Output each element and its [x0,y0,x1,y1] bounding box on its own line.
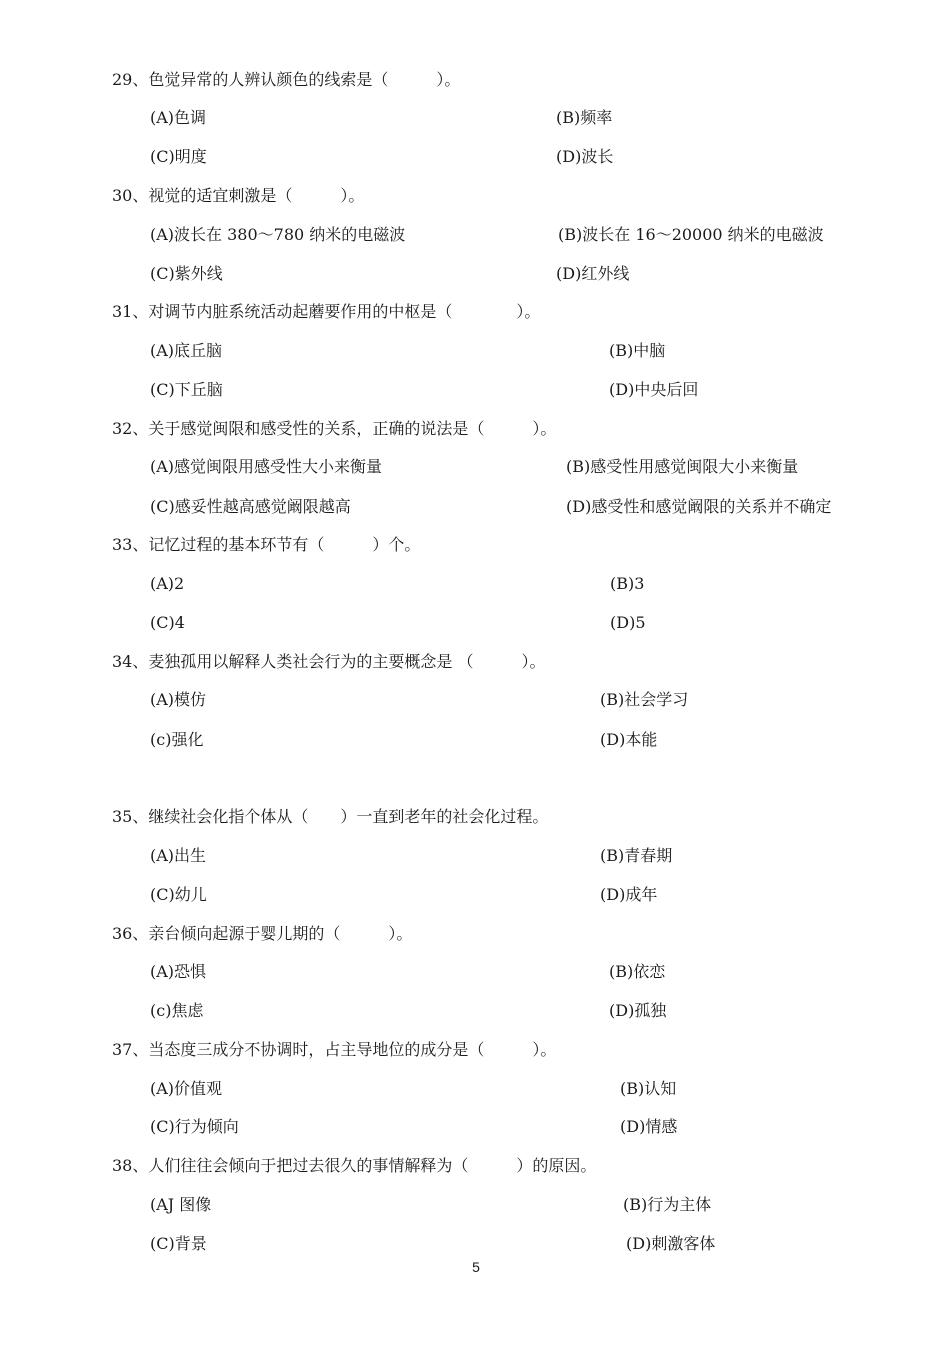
question-38-option-b: (B)行为主体 [623,1195,712,1214]
question-33-option-a: (A)2 [150,574,185,593]
question-30-option-c: (C)紫外线 [150,264,223,283]
question-31-stem: 31、对调节内脏系统活动起蘑要作用的中枢是（ ）。 [112,302,541,321]
question-34-stem: 34、麦独孤用以解释人类社会行为的主要概念是 （ ）。 [112,652,546,671]
question-30-option-d: (D)红外线 [556,264,630,283]
question-36-option-b: (B)依恋 [609,962,666,981]
question-36-option-a: (A)恐惧 [150,962,207,981]
question-38-option-c: (C)背景 [150,1234,207,1253]
question-37-option-a: (A)价值观 [150,1079,223,1098]
question-29-option-c: (C)明度 [150,147,207,166]
question-30-option-b: (B)波长在 16～20000 纳米的电磁波 [558,225,824,244]
page-number: 5 [472,1259,480,1275]
question-32-option-d: (D)感受性和感觉阚限的关系并不确定 [566,497,832,516]
question-38-option-a: (AJ 图像 [150,1195,212,1214]
question-37-option-b: (B)认知 [620,1079,677,1098]
question-33-stem: 33、记忆过程的基本环节有（ ）个。 [112,535,421,554]
question-30-option-a: (A)波长在 380～780 纳米的电磁波 [150,225,406,244]
question-37-stem: 37、当态度三成分不协调时，占主导地位的成分是（ ）。 [112,1040,557,1059]
question-29-option-d: (D)波长 [556,147,614,166]
question-32-option-c: (C)感妥性越高感觉阚限越高 [150,497,351,516]
question-35-option-c: (C)幼儿 [150,885,207,904]
question-32-option-a: (A)感觉闽限用感受性大小来衡量 [150,457,383,476]
question-34-option-d: (D)本能 [600,730,658,749]
question-35-stem: 35、继续社会化指个体从（ ）一直到老年的社会化过程。 [112,807,549,826]
question-38-stem: 38、人们往往会倾向于把过去很久的事情解释为（ ）的原因。 [112,1156,597,1175]
question-31-option-c: (C)下丘脑 [150,380,223,399]
question-32-stem: 32、关于感觉闽限和感受性的关系，正确的说法是（ ）。 [112,419,557,438]
question-37-option-d: (D)情感 [620,1117,678,1136]
question-34-option-a: (A)模仿 [150,690,207,709]
question-34-option-c: (c)强化 [150,730,204,749]
question-33-option-c: (C)4 [150,613,185,632]
question-31-option-b: (B)中脑 [609,341,666,360]
question-33-option-d: (D)5 [610,613,646,632]
question-32-option-b: (B)感受性用感觉闽限大小来衡量 [566,457,799,476]
question-36-option-d: (D)孤独 [609,1001,667,1020]
question-34-option-b: (B)社会学习 [600,690,689,709]
question-30-stem: 30、视觉的适宜刺激是（ ）。 [112,186,365,205]
question-35-option-a: (A)出生 [150,846,207,865]
question-36-stem: 36、亲台倾向起源于婴儿期的（ ）。 [112,924,413,943]
question-35-option-b: (B)青春期 [600,846,673,865]
question-36-option-c: (c)焦虑 [150,1001,204,1020]
question-33-option-b: (B)3 [610,574,645,593]
question-38-option-d: (D)刺激客体 [626,1234,716,1253]
question-35-option-d: (D)成年 [600,885,658,904]
question-29-option-a: (A)色调 [150,108,207,127]
question-31-option-d: (D)中央后回 [609,380,699,399]
question-29-stem: 29、色觉异常的人辨认颜色的线索是（ ）。 [112,70,461,89]
question-37-option-c: (C)行为倾向 [150,1117,239,1136]
question-31-option-a: (A)底丘脑 [150,341,223,360]
question-29-option-b: (B)频率 [556,108,613,127]
